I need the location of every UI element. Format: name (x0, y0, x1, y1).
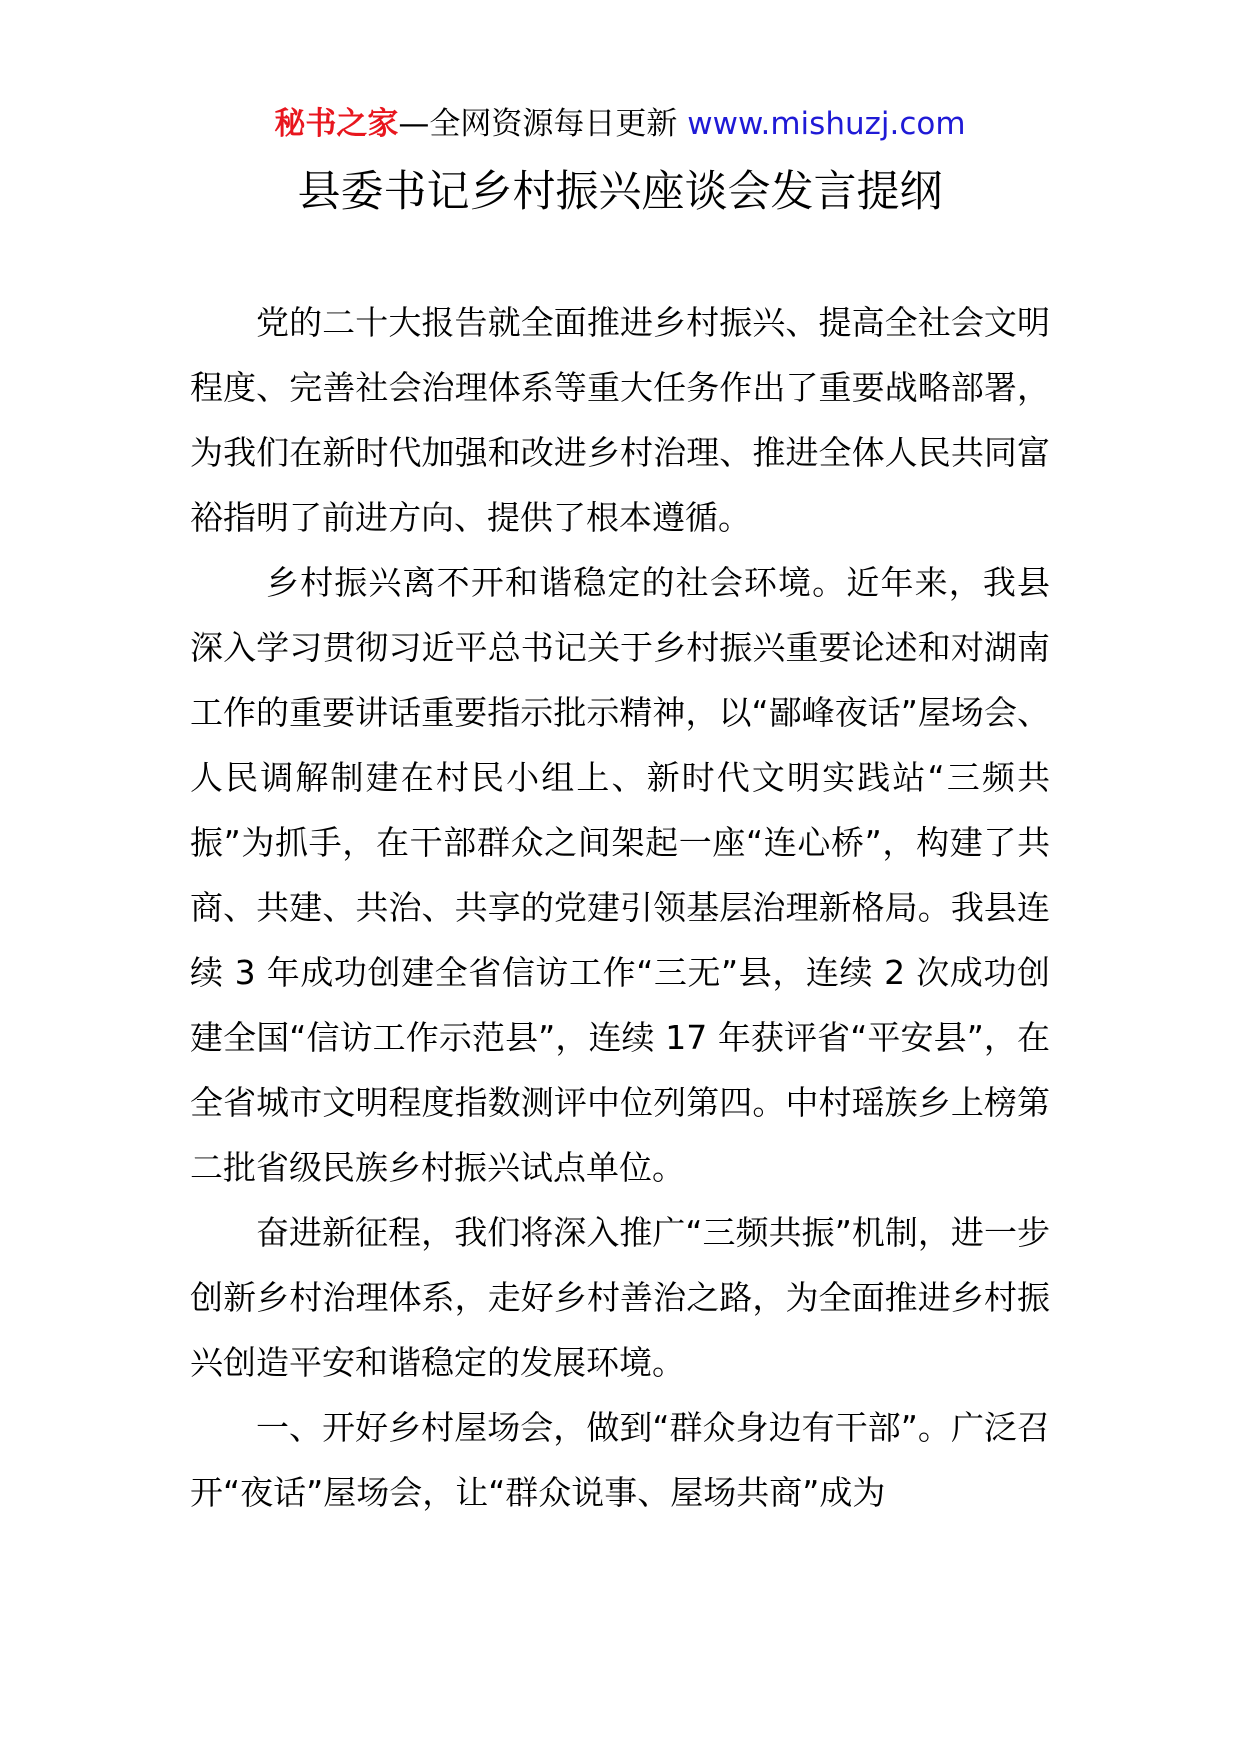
document-title: 县委书记乡村振兴座谈会发言提纲 (297, 167, 943, 217)
section-1-text: 广泛召开“夜话”屋场会，让“群众说事、屋场共商”成为 (190, 1408, 1051, 1512)
site-header (0, 102, 1240, 146)
header-tagline: —全网资源每日更新 (398, 106, 688, 142)
paragraph-1: 党的二十大报告就全面推进乡村振兴、提高全社会文明程度、完善社会治理体系等重大任务作出了重要战略部署，为我们在新时代加强和改进乡村治理、推进全体人民共同富裕指明了前进方向、提供了根本遵循。 (190, 303, 1050, 537)
brand-name: 秘书之家 (274, 106, 399, 142)
paragraph-2: 乡村振兴离不开和谐稳定的社会环境。近年来，我县深入学习贯彻习近平总书记关于乡村振兴重要论述和对湖南工作的重要讲话重要指示批示精神，以“鄙峰夜话”屋场会、人民调解制建在村民小组上、新时代文明实践站“三频共振”为抓手，在干部群众之间架起一座“连心桥”，构建了共商、共建、共治、共享的党建引领基层治理新格局。我县连续 3 年成功创建全省信访工作“三无”县，连续 2 次成功创建全国“信访工作示范县”，连续 17 年获评省“平安县”，在全省城市文明程度指数测评中位列第四。中村瑶族乡上榜第二批省级民族乡村振兴试点单位。 (190, 563, 1050, 1187)
document-body (190, 290, 1050, 1525)
section-1-paragraph (190, 1395, 1050, 1525)
site-url[interactable]: www.mishuzj.com (687, 106, 966, 142)
paragraph-3: 奋进新征程，我们将深入推广“三频共振”机制，进一步创新乡村治理体系，走好乡村善治之路，为全面推进乡村振兴创造平安和谐稳定的发展环境。 (190, 1213, 1050, 1382)
section-1-heading: 一、开好乡村屋场会，做到“群众身边有干部”。 (256, 1408, 951, 1447)
